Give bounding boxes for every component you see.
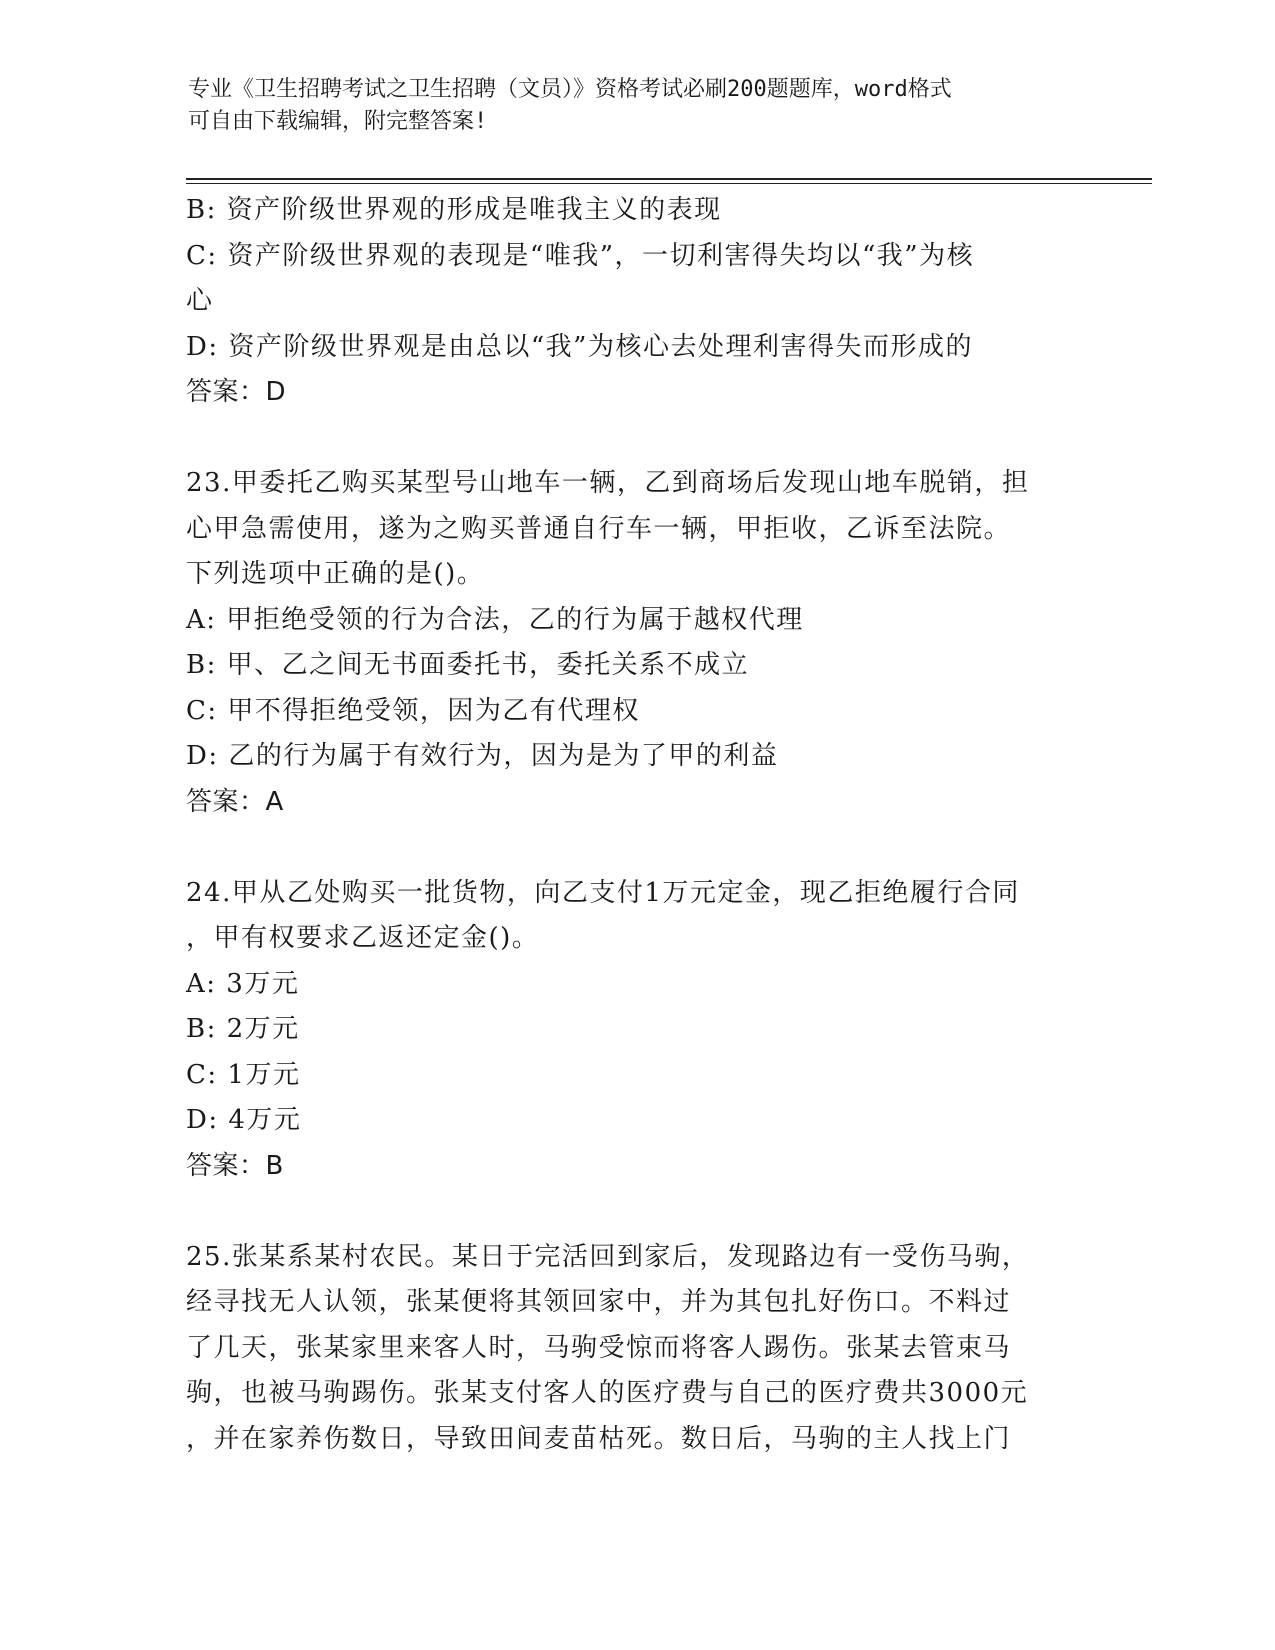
option-d: D: 乙的行为属于有效行为，因为是为了甲的利益 bbox=[186, 741, 779, 771]
answer-line: 答案：A bbox=[186, 786, 284, 817]
header-title-line-2: 可自由下载编辑，附完整答案! bbox=[188, 109, 488, 134]
option-b: B: 2万元 bbox=[186, 1014, 300, 1044]
header-title-line-1: 专业《卫生招聘考试之卫生招聘（文员）》资格考试必刷200题题库，word格式 bbox=[188, 77, 952, 102]
question-stem-line: 24.甲从乙处购买一批货物，向乙支付1万元定金，现乙拒绝履行合同 bbox=[186, 877, 1020, 908]
question-23-block bbox=[186, 461, 1086, 825]
option-c-continued: 心 bbox=[186, 286, 214, 316]
question-stem-line: 了几天，张某家里来客人时，马驹受惊而将客人踢伤。张某去管束马 bbox=[186, 1332, 1012, 1363]
question-stem-line: 23.甲委托乙购买某型号山地车一辆，乙到商场后发现山地车脱销，担 bbox=[186, 468, 1030, 498]
option-d: D: 4万元 bbox=[186, 1105, 302, 1135]
question-stem-line: ，并在家养伤数日，导致田间麦苗枯死。数日后，马驹的主人找上门 bbox=[186, 1423, 1012, 1454]
option-d: D: 资产阶级世界观是由总以“我”为核心去处理利害得失而形成的 bbox=[186, 331, 973, 362]
answer-line: 答案：D bbox=[186, 377, 287, 407]
question-stem-line: ，甲有权要求乙返还定金()。 bbox=[186, 923, 540, 953]
question-stem-line: 下列选项中正确的是()。 bbox=[186, 559, 485, 589]
question-stem-line: 25.张某系某村农民。某日于完活回到家后，发现路边有一受伤马驹， bbox=[186, 1241, 1030, 1272]
spacer bbox=[186, 416, 1086, 462]
option-c: C: 资产阶级世界观的表现是“唯我”，一切利害得失均以“我”为核 bbox=[186, 240, 975, 271]
answer-line: 答案：B bbox=[186, 1150, 284, 1181]
page-header bbox=[188, 74, 1088, 138]
question-24-block bbox=[186, 871, 1086, 1190]
question-stem-line: 心甲急需使用，遂为之购买普通自行车一辆，甲拒收，乙诉至法院。 bbox=[186, 513, 1012, 544]
option-a: A: 甲拒绝受领的行为合法，乙的行为属于越权代理 bbox=[186, 604, 804, 635]
question-content bbox=[186, 188, 1086, 1462]
question-stem-line: 经寻找无人认领，张某便将其领回家中，并为其包扎好伤口。不料过 bbox=[186, 1287, 1012, 1317]
option-b: B: 资产阶级世界观的形成是唯我主义的表现 bbox=[186, 195, 722, 225]
question-stem-line: 驹，也被马驹踢伤。张某支付客人的医疗费与自己的医疗费共3000元 bbox=[186, 1378, 1029, 1408]
header-divider-thick bbox=[186, 178, 1152, 180]
option-c: C: 1万元 bbox=[186, 1059, 301, 1090]
question-25-block bbox=[186, 1235, 1086, 1463]
option-a: A: 3万元 bbox=[186, 968, 300, 999]
spacer bbox=[186, 825, 1086, 871]
previous-question-block bbox=[186, 188, 1086, 416]
option-b: B: 甲、乙之间无书面委托书，委托关系不成立 bbox=[186, 650, 750, 680]
option-c: C: 甲不得拒绝受领，因为乙有代理权 bbox=[186, 695, 640, 726]
spacer bbox=[186, 1189, 1086, 1235]
header-divider-thin bbox=[186, 183, 1152, 184]
